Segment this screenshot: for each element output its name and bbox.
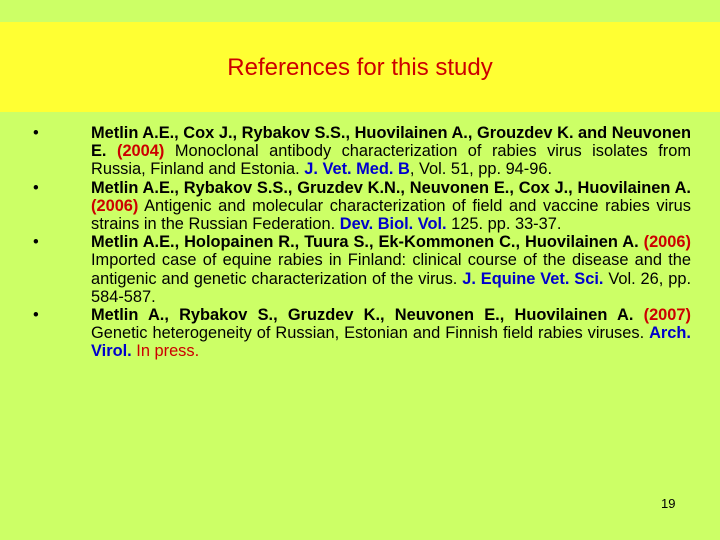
reference-details: , Vol. 51, pp. 94-96.: [409, 160, 553, 179]
reference-details: 125. pp. 33-37.: [451, 215, 562, 234]
reference-title: Genetic heterogeneity of Russian, Estonian and Finnish field rabies viruses.: [91, 324, 645, 343]
reference-year: (2007): [643, 306, 691, 325]
reference-year: (2006): [643, 233, 691, 252]
reference-journal: Arch. Virol.: [91, 324, 691, 361]
reference-journal: Dev. Biol. Vol.: [339, 215, 447, 234]
reference-details: In press.: [136, 342, 200, 361]
reference-title: Imported case of equine rabies in Finland: clinical course of the disease and the antigenic and genetic characterization of the virus.: [91, 251, 691, 288]
reference-authors: Metlin A.E., Rybakov S.S., Gruzdev K.N., Neuvonen E., Cox J., Huovilainen A.: [91, 178, 691, 197]
page-number: 19: [661, 496, 676, 511]
reference-item: [0, 179, 691, 234]
reference-year: (2006): [91, 196, 139, 215]
reference-details: Vol. 26, pp. 584-587.: [91, 269, 691, 306]
slide-title: References for this study: [227, 54, 493, 81]
reference-authors: Metlin A.E., Holopainen R., Tuura S., Ek-Kommonen C., Huovilainen A.: [91, 233, 639, 252]
reference-journal: J. Vet. Med. B: [304, 160, 410, 179]
reference-authors: Metlin A., Rybakov S., Gruzdev K., Neuvonen E., Huovilainen A.: [91, 306, 634, 325]
reference-item: [0, 124, 691, 179]
reference-item: [0, 233, 691, 306]
reference-item: [0, 306, 691, 361]
reference-title: Monoclonal antibody characterization of rabies virus isolates from Russia, Finland and Estonia.: [91, 142, 691, 179]
reference-list: [0, 124, 720, 361]
reference-year: (2004): [116, 142, 165, 161]
reference-title: Antigenic and molecular characterization of field and vaccine rabies virus strains in the Russian Federation.: [91, 196, 691, 234]
reference-authors: Metlin A.E., Cox J., Rybakov S.S., Huovilainen A., Grouzdev K. and Neuvonen E.: [91, 124, 691, 161]
reference-journal: J. Equine Vet. Sci.: [462, 269, 604, 288]
